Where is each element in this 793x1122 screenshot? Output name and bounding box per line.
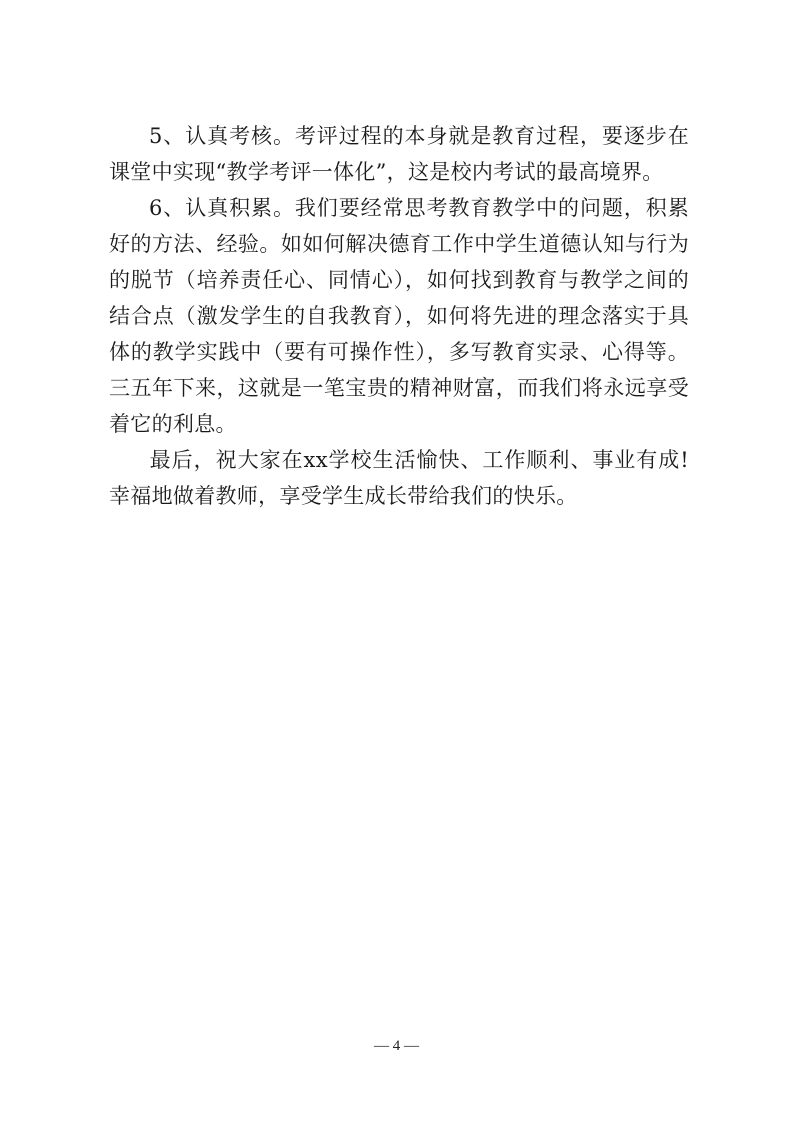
paragraph-text: 最后，祝大家在xx学校生活愉快、工作顺利、事业有成!幸福地做着教师，享受学生成长带给我们的快乐。 [109,448,689,508]
paragraph-closing-wishes [109,442,689,514]
paragraph-assessment [109,118,689,190]
paragraph-text: 6、认真积累。我们要经常思考教育教学中的问题，积累好的方法、经验。如如何解决德育工作中学生道德认知与行为的脱节（培养责任心、同情心），如何找到教育与教学之间的结合点（激发学生的自我教育），如何将先进的理念落实于具体的教学实践中（要有可操作性），多写教育实录、心得等。三五年下来，这就是一笔宝贵的精神财富，而我们将永远享受着它的利息。 [109,196,689,436]
paragraph-text: 5、认真考核。考评过程的本身就是教育过程，要逐步在课堂中实现“教学考评一体化”，这是校内考试的最高境界。 [109,124,689,184]
paragraph-accumulation [109,190,689,442]
document-body [109,118,689,514]
page-number: — 4 — [374,1038,419,1054]
